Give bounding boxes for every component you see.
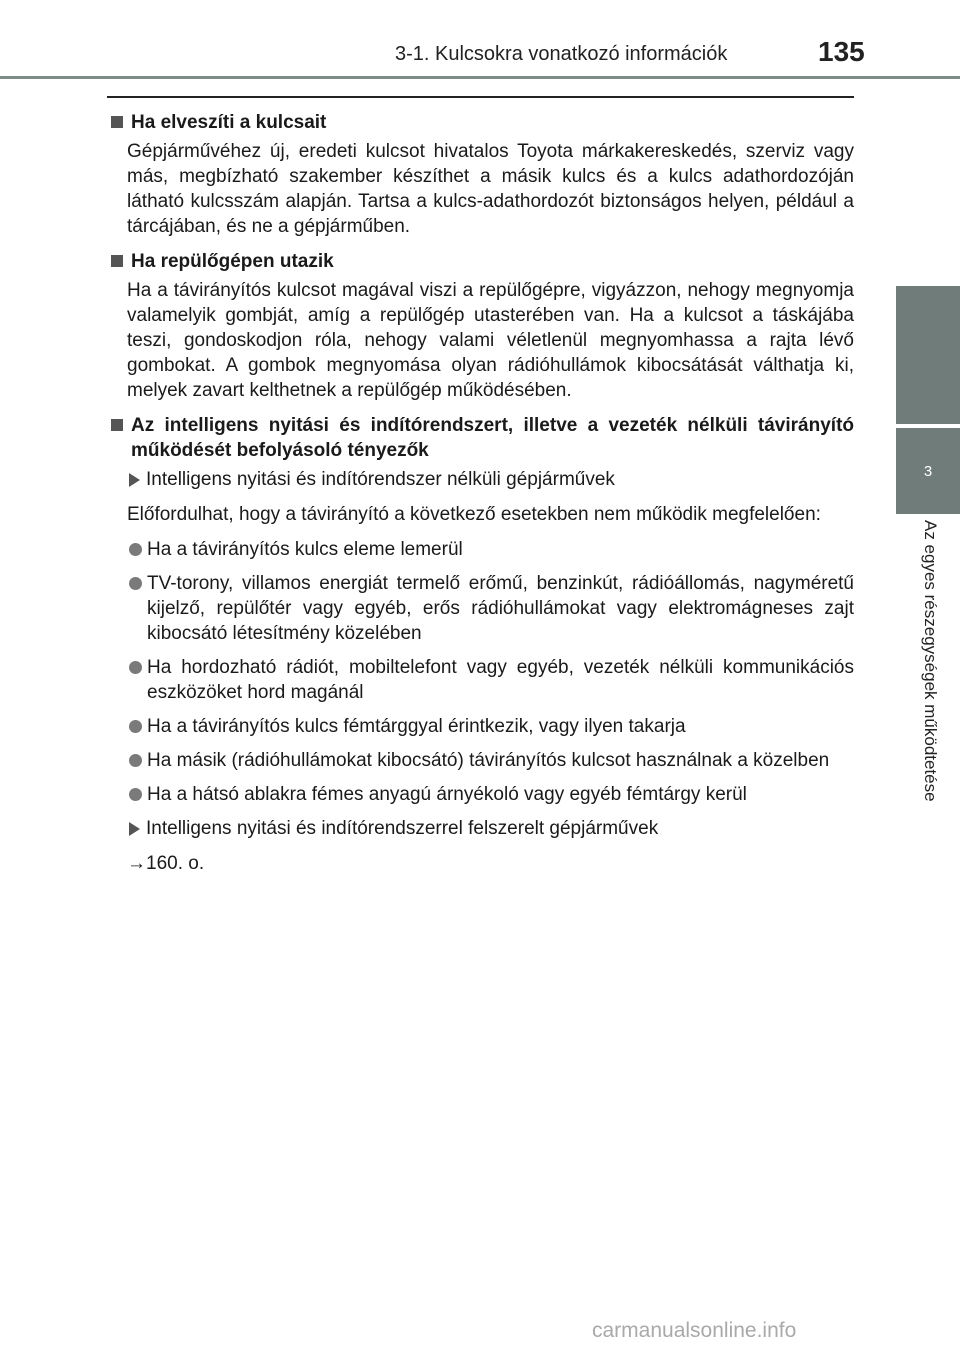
subheading [127, 467, 854, 492]
list-item-text: Ha a távirányítós kulcs eleme lemerül [147, 539, 463, 560]
circle-bullet-icon [129, 754, 142, 767]
section-heading [109, 249, 854, 274]
list-item-text: Ha a távirányítós kulcs fémtárggyal érintkezik, vagy ilyen takarja [147, 716, 686, 737]
list-item-text: Ha másik (rádióhullámokat kibocsátó) távirányítós kulcsot használnak a közelben [147, 750, 830, 771]
list-item [127, 748, 854, 773]
subheading-text: Intelligens nyitási és indítórendszerrel felszerelt gépjárművek [146, 818, 659, 839]
section-paragraph: Ha a távirányítós kulcsot magával viszi a repülőgépre, vigyázzon, nehogy megnyomja valamelyik gombját, amíg a repülőgép utasterében van. Ha a kulcsot a táskájába teszi, gondoskodjon róla, nehogy valami véletlenül megnyomhassa a rajta lévő gombokat. A gombok megnyomása olyan rádióhullámok kibocsátását válthatja ki, melyek zavart kelthetnek a repülőgép működésében. [127, 280, 854, 401]
circle-bullet-icon [129, 543, 142, 556]
list-item [127, 714, 854, 739]
square-bullet-icon [111, 116, 123, 128]
header-rule [0, 76, 960, 79]
side-tab-number: 3 [896, 428, 960, 514]
side-tab-block [896, 286, 960, 424]
content-top-rule [107, 96, 854, 98]
list-item-text: Ha hordozható rádiót, mobiltelefont vagy egyéb, vezeték nélküli kommunikációs eszközöket hord magánál [147, 657, 854, 703]
list-item [127, 655, 854, 705]
header-title: 3-1. Kulcsokra vonatkozó információk [395, 43, 728, 65]
page-number: 135 [818, 36, 865, 67]
section-heading-text: Ha repülőgépen utazik [131, 251, 334, 272]
section-paragraph: Gépjárművéhez új, eredeti kulcsot hivatalos Toyota márkakereskedés, szerviz vagy más, megbízható szakember készíthet a másik kulcs és a kulcs adathordozóján látható kulcsszám alapján. Tartsa a kulcs-adathordozót biztonságos helyen, például a tárcájában, és ne a gépjárműben. [127, 141, 854, 237]
section-heading-text: Az intelligens nyitási és indítórendszert, illetve a vezeték nélküli távirányító működését befolyásoló tényezők [131, 415, 854, 461]
subheading [127, 816, 854, 841]
square-bullet-icon [111, 255, 123, 267]
page-content [109, 106, 854, 876]
section-heading-text: Ha elveszíti a kulcsait [131, 112, 327, 133]
list-item-text: TV-torony, villamos energiát termelő erőmű, benzinkút, rádióállomás, nagyméretű kijelző, repülőtér vagy egyéb, erős rádióhullámokat vagy elektromágneses zajt kibocsátó létesítmény közelében [147, 573, 854, 644]
triangle-right-icon [129, 822, 140, 836]
list-item-text: Ha a hátsó ablakra fémes anyagú árnyékoló vagy egyéb fémtárgy kerül [147, 784, 747, 805]
side-tab-label: Az egyes részegységek működtetése [921, 520, 940, 802]
subheading-text: Intelligens nyitási és indítórendszer nélküli gépjárművek [146, 469, 615, 490]
page-reference-link[interactable]: →160. o. [127, 853, 205, 874]
watermark: carmanualsonline.info [592, 1319, 797, 1342]
list-item [127, 782, 854, 807]
list-item [127, 571, 854, 646]
section-heading [109, 110, 854, 135]
square-bullet-icon [111, 419, 123, 431]
circle-bullet-icon [129, 788, 142, 801]
section-heading [109, 413, 854, 463]
side-tab-label-wrap [896, 520, 960, 860]
intro-paragraph: Előfordulhat, hogy a távirányító a következő esetekben nem működik megfelelően: [127, 504, 821, 525]
list-item [127, 537, 854, 562]
triangle-right-icon [129, 473, 140, 487]
circle-bullet-icon [129, 577, 142, 590]
circle-bullet-icon [129, 720, 142, 733]
circle-bullet-icon [129, 661, 142, 674]
